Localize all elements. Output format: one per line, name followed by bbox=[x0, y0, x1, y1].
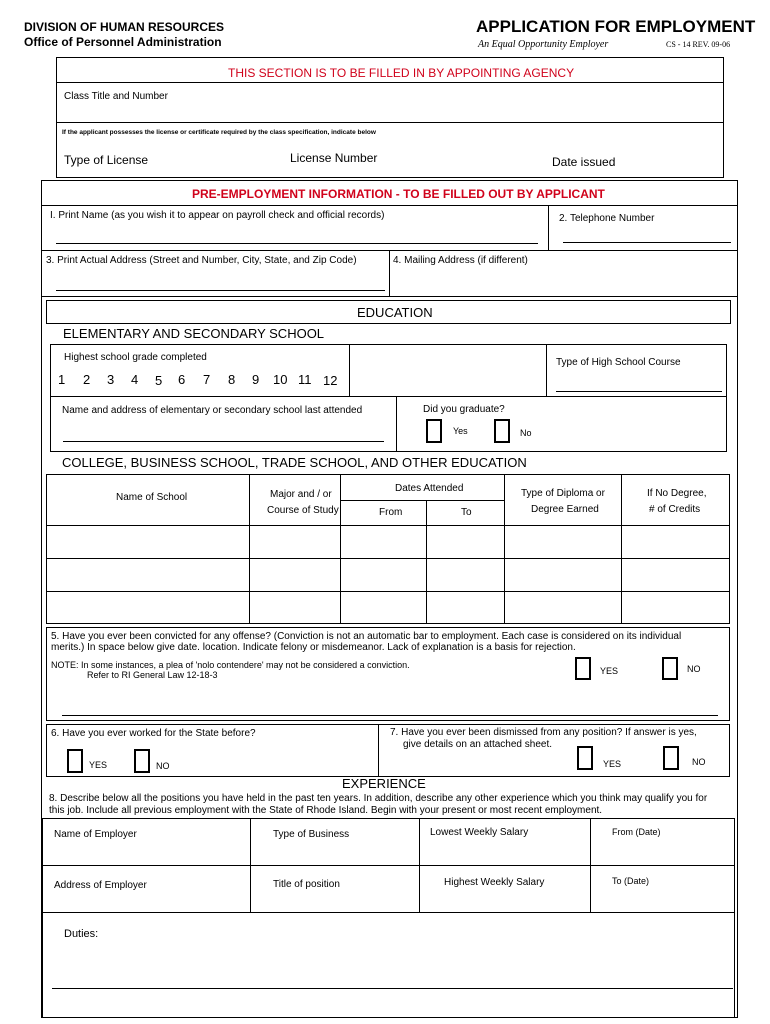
name-input-line[interactable] bbox=[56, 243, 538, 244]
graduate-yes-checkbox[interactable] bbox=[426, 419, 442, 443]
q7-yes-checkbox[interactable] bbox=[577, 746, 593, 770]
q7-yes-label: YES bbox=[603, 759, 622, 769]
col-major-header-1: Major and / or bbox=[270, 489, 332, 500]
grade-1[interactable]: 1 bbox=[58, 372, 66, 387]
col-from-header: From bbox=[379, 507, 403, 518]
division-name: DIVISION OF HUMAN RESOURCES bbox=[24, 20, 225, 34]
form-title: APPLICATION FOR EMPLOYMENT bbox=[476, 17, 756, 36]
grade-12[interactable]: 12 bbox=[323, 373, 338, 388]
grade-7[interactable]: 7 bbox=[203, 372, 211, 387]
license-fields[interactable] bbox=[60, 146, 720, 174]
class-title-field[interactable] bbox=[60, 102, 720, 122]
position-title-field[interactable] bbox=[252, 890, 417, 911]
duties-label: Duties: bbox=[64, 928, 99, 940]
col-diploma-header-1: Type of Diploma or bbox=[521, 488, 605, 499]
position-title-label: Title of position bbox=[273, 879, 340, 890]
q5-explanation-line[interactable] bbox=[62, 715, 718, 716]
school-name-label: Name and address of elementary or secondary school last attended bbox=[62, 405, 363, 416]
grade-9[interactable]: 9 bbox=[252, 372, 260, 387]
from-date-field[interactable] bbox=[592, 840, 733, 864]
grade-5[interactable]: 5 bbox=[155, 373, 163, 388]
education-title: EDUCATION bbox=[357, 305, 433, 320]
q8-text-2: this job. Include all previous employment with the State of Rhode Island. Begin with your present or most recent employment. bbox=[49, 805, 603, 816]
q5-text-1: 5. Have you ever been convicted for any offense? (Conviction is not an automatic bar to employment. Each case is considered on its individual bbox=[51, 631, 682, 642]
address-label: 3. Print Actual Address (Street and Number, City, State, and Zip Code) bbox=[46, 255, 357, 266]
graduate-no-label: No bbox=[520, 428, 532, 438]
highest-salary-label: Highest Weekly Salary bbox=[444, 877, 545, 888]
highest-salary-field[interactable] bbox=[421, 890, 588, 911]
col-dates-header: Dates Attended bbox=[395, 483, 464, 494]
college-row-2[interactable] bbox=[48, 560, 728, 590]
highest-grade-label: Highest school grade completed bbox=[64, 352, 207, 363]
q7-no-label: NO bbox=[692, 757, 706, 767]
eoe-statement: An Equal Opportunity Employer bbox=[478, 39, 609, 50]
q5-no-label: NO bbox=[687, 664, 701, 674]
q7-text-1: 7. Have you ever been dismissed from any position? If answer is yes, bbox=[390, 727, 697, 738]
col-to-header: To bbox=[461, 507, 472, 518]
q7-no-checkbox[interactable] bbox=[663, 746, 679, 770]
grade-11[interactable]: 11 bbox=[298, 372, 312, 387]
form-number: CS - 14 REV. 09-06 bbox=[666, 40, 731, 49]
phone-input-line[interactable] bbox=[563, 242, 731, 243]
experience-title: EXPERIENCE bbox=[342, 776, 426, 791]
office-name: Office of Personnel Administration bbox=[24, 35, 222, 49]
q8-text-1: 8. Describe below all the positions you have held in the past ten years. In addition, describe any other experience which you think may qualify you for bbox=[49, 793, 708, 804]
q5-no-checkbox[interactable] bbox=[662, 657, 678, 680]
graduate-question: Did you graduate? bbox=[423, 404, 505, 415]
college-title: COLLEGE, BUSINESS SCHOOL, TRADE SCHOOL, AND OTHER EDUCATION bbox=[62, 455, 527, 470]
col-diploma-header-2: Degree Earned bbox=[531, 504, 599, 515]
q6-no-checkbox[interactable] bbox=[134, 749, 150, 773]
q6-text: 6. Have you ever worked for the State before? bbox=[51, 728, 256, 739]
lowest-salary-label: Lowest Weekly Salary bbox=[430, 827, 529, 838]
col-name-header: Name of School bbox=[116, 492, 188, 503]
grade-10[interactable]: 10 bbox=[273, 372, 288, 387]
type-of-license-label: Type of License bbox=[64, 153, 149, 167]
from-date-label: From (Date) bbox=[612, 827, 661, 837]
q5-yes-checkbox[interactable] bbox=[575, 657, 591, 680]
employer-field[interactable] bbox=[44, 838, 248, 864]
employer-address-label: Address of Employer bbox=[54, 880, 147, 891]
to-date-field[interactable] bbox=[592, 890, 733, 911]
grade-2[interactable]: 2 bbox=[83, 372, 91, 387]
graduate-yes-label: Yes bbox=[453, 426, 468, 436]
q5-note-2: Refer to RI General Law 12-18-3 bbox=[87, 670, 218, 680]
agency-banner: THIS SECTION IS TO BE FILLED IN BY APPOINTING AGENCY bbox=[228, 66, 575, 80]
grade-3[interactable]: 3 bbox=[107, 372, 115, 387]
q6-no-label: NO bbox=[156, 761, 170, 771]
q6-yes-checkbox[interactable] bbox=[67, 749, 83, 773]
name-label: I. Print Name (as you wish it to appear on payroll check and official records) bbox=[50, 210, 385, 221]
col-credits-header-2: # of Credits bbox=[649, 504, 701, 515]
q7-text-2: give details on an attached sheet. bbox=[403, 739, 552, 750]
date-issued-label: Date issued bbox=[552, 155, 616, 169]
address-input-line[interactable] bbox=[56, 290, 385, 291]
q5-yes-label: YES bbox=[600, 666, 619, 676]
pre-employment-banner: PRE-EMPLOYMENT INFORMATION - TO BE FILLED OUT BY APPLICANT bbox=[192, 187, 605, 201]
business-label: Type of Business bbox=[273, 829, 350, 840]
elementary-title: ELEMENTARY AND SECONDARY SCHOOL bbox=[63, 326, 325, 341]
class-title-label: Class Title and Number bbox=[64, 91, 168, 102]
grade-8[interactable]: 8 bbox=[228, 372, 236, 387]
grade-6[interactable]: 6 bbox=[178, 372, 186, 387]
q5-note-1: NOTE: In some instances, a plea of 'nolo contendere' may not be considered a conviction. bbox=[51, 660, 410, 670]
hs-course-input-line[interactable] bbox=[556, 391, 722, 392]
q5-text-2: merits.) In space below give date. location. Indicate felony or misdemeanor. Lack of explanation is a basis for rejection. bbox=[51, 642, 576, 653]
school-name-input-line[interactable] bbox=[63, 441, 384, 442]
lowest-salary-field[interactable] bbox=[421, 840, 588, 864]
phone-label: 2. Telephone Number bbox=[559, 213, 655, 224]
employer-label: Name of Employer bbox=[54, 829, 137, 840]
q6-yes-label: YES bbox=[89, 760, 108, 770]
col-credits-header-1: If No Degree, bbox=[647, 488, 707, 499]
duties-input-line[interactable] bbox=[52, 988, 733, 989]
to-date-label: To (Date) bbox=[612, 876, 650, 886]
license-note: If the applicant possesses the license or certificate required by the class specification, indicate below bbox=[62, 129, 376, 136]
mailing-label: 4. Mailing Address (if different) bbox=[393, 255, 528, 266]
grade-4[interactable]: 4 bbox=[131, 372, 139, 387]
business-field[interactable] bbox=[252, 840, 417, 864]
license-number-label: License Number bbox=[290, 151, 378, 165]
duties-field[interactable] bbox=[60, 944, 720, 986]
college-row-1[interactable] bbox=[48, 527, 728, 557]
college-row-3[interactable] bbox=[48, 593, 728, 623]
col-major-header-2: Course of Study bbox=[267, 505, 339, 516]
hs-course-label: Type of High School Course bbox=[556, 357, 681, 368]
employer-address-field[interactable] bbox=[44, 890, 248, 911]
graduate-no-checkbox[interactable] bbox=[494, 419, 510, 443]
